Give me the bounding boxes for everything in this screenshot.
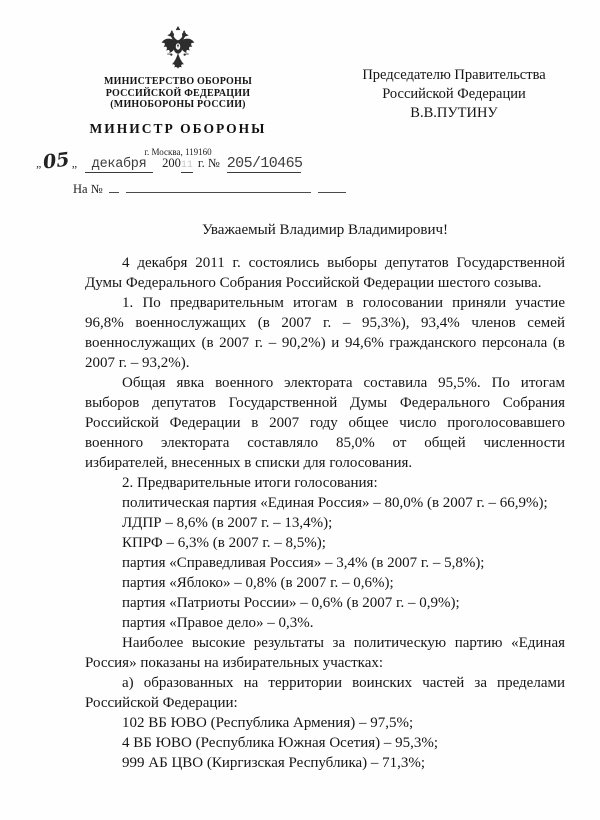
paragraph: 2. Предварительные итоги голосования:	[122, 475, 378, 491]
paragraph: 4 ВБ ЮВО (Республика Южная Осетия) – 95,3%;	[122, 735, 439, 751]
org-name-line1: МИНИСТЕРСТВО ОБОРОНЫ	[104, 76, 252, 87]
reference-label: На №	[73, 182, 103, 196]
org-name-line2: РОССИЙСКОЙ ФЕДЕРАЦИИ	[105, 87, 251, 99]
paragraph: партия «Яблоко» – 0,8% (в 2007 г. – 0,6%);	[122, 575, 394, 591]
org-name-line3: (МИНОБОРОНЫ РОССИИ)	[110, 99, 246, 110]
recipient-line1: Председателю Правительства	[362, 67, 546, 83]
paragraph: 102 ВБ ЮВО (Республика Армения) – 97,5%;	[122, 715, 414, 731]
handwritten-day-field: 05	[42, 148, 72, 174]
paragraph: политическая партия «Единая Россия» – 80,0% (в 2007 г. – 66,9%);	[122, 495, 548, 511]
recipient-line2: Российской Федерации	[382, 86, 526, 102]
paragraph: КПРФ – 6,3% (в 2007 г. – 8,5%);	[122, 535, 326, 551]
doc-number-value: 205/10465	[226, 155, 303, 172]
paragraph: ЛДПР – 8,6% (в 2007 г. – 13,4%);	[122, 515, 333, 531]
letterhead	[28, 26, 328, 157]
double-headed-eagle-icon	[161, 26, 195, 70]
paragraph: 999 АБ ЦВО (Киргизская Республика) – 71,3%;	[122, 755, 426, 771]
city-postal-line: г. Москва, 119160	[144, 146, 212, 157]
year-faint-value: 11	[180, 160, 193, 171]
minister-title: МИНИСТР ОБОРОНЫ	[89, 120, 267, 136]
paragraph: партия «Справедливая Россия» – 3,4% (в 2007 г. – 5,8%);	[122, 555, 485, 571]
date-number-line	[36, 150, 301, 173]
body-paragraphs	[85, 253, 565, 773]
reference-blank-end	[318, 181, 346, 193]
year-printed-prefix: 200	[162, 156, 181, 170]
reference-blank-long	[126, 181, 311, 193]
paragraph: партия «Патриоты России» – 0,6% (в 2007 г. – 0,9%);	[122, 595, 460, 611]
close-quote-mark: „	[71, 156, 78, 170]
letter-body	[85, 220, 565, 773]
recipient-block	[340, 66, 568, 123]
reference-blank-short	[109, 181, 119, 193]
number-sign-label: г. №	[197, 156, 220, 170]
paragraph: 1. По предварительным итогам в голосовании приняли участие 96,8% военнослужащих (в 2007 г. – 95,3%), 93,4% членов семей военнослужащих (в 2007 г. – 90,2%) и 94,6% гражданского персонала (в 2007 г. – 93,2%).	[85, 295, 565, 371]
paragraph: Наиболее высокие результаты за политическую партию «Единая Россия» показаны на избирательных участках:	[85, 635, 565, 671]
recipient-line3: В.В.ПУТИНУ	[410, 105, 498, 121]
doc-number-field	[227, 154, 301, 173]
month-field	[85, 154, 153, 173]
reference-line	[73, 181, 346, 197]
year-field	[181, 154, 193, 173]
salutation: Уважаемый Владимир Владимирович!	[201, 222, 449, 238]
paragraph: Общая явка военного электората составила 95,5%. По итогам выборов депутатов Государственной Думы Федерального Собрания Российской Федерации в 2007 году общее число проголосовавшего военного электората составляло 85,0% от общей численности избирателей, внесенных в списки для голосования.	[85, 375, 565, 471]
paragraph: 4 декабря 2011 г. состоялись выборы депутатов Государственной Думы Федерального Собрания Российской Федерации шестого созыва.	[85, 255, 565, 291]
paragraph: партия «Правое дело» – 0,3%.	[122, 615, 314, 631]
paragraph: а) образованных на территории воинских частей за пределами Российской Федерации:	[85, 675, 565, 711]
open-quote-mark: „	[36, 156, 42, 170]
month-typed-value: декабря	[91, 157, 147, 172]
